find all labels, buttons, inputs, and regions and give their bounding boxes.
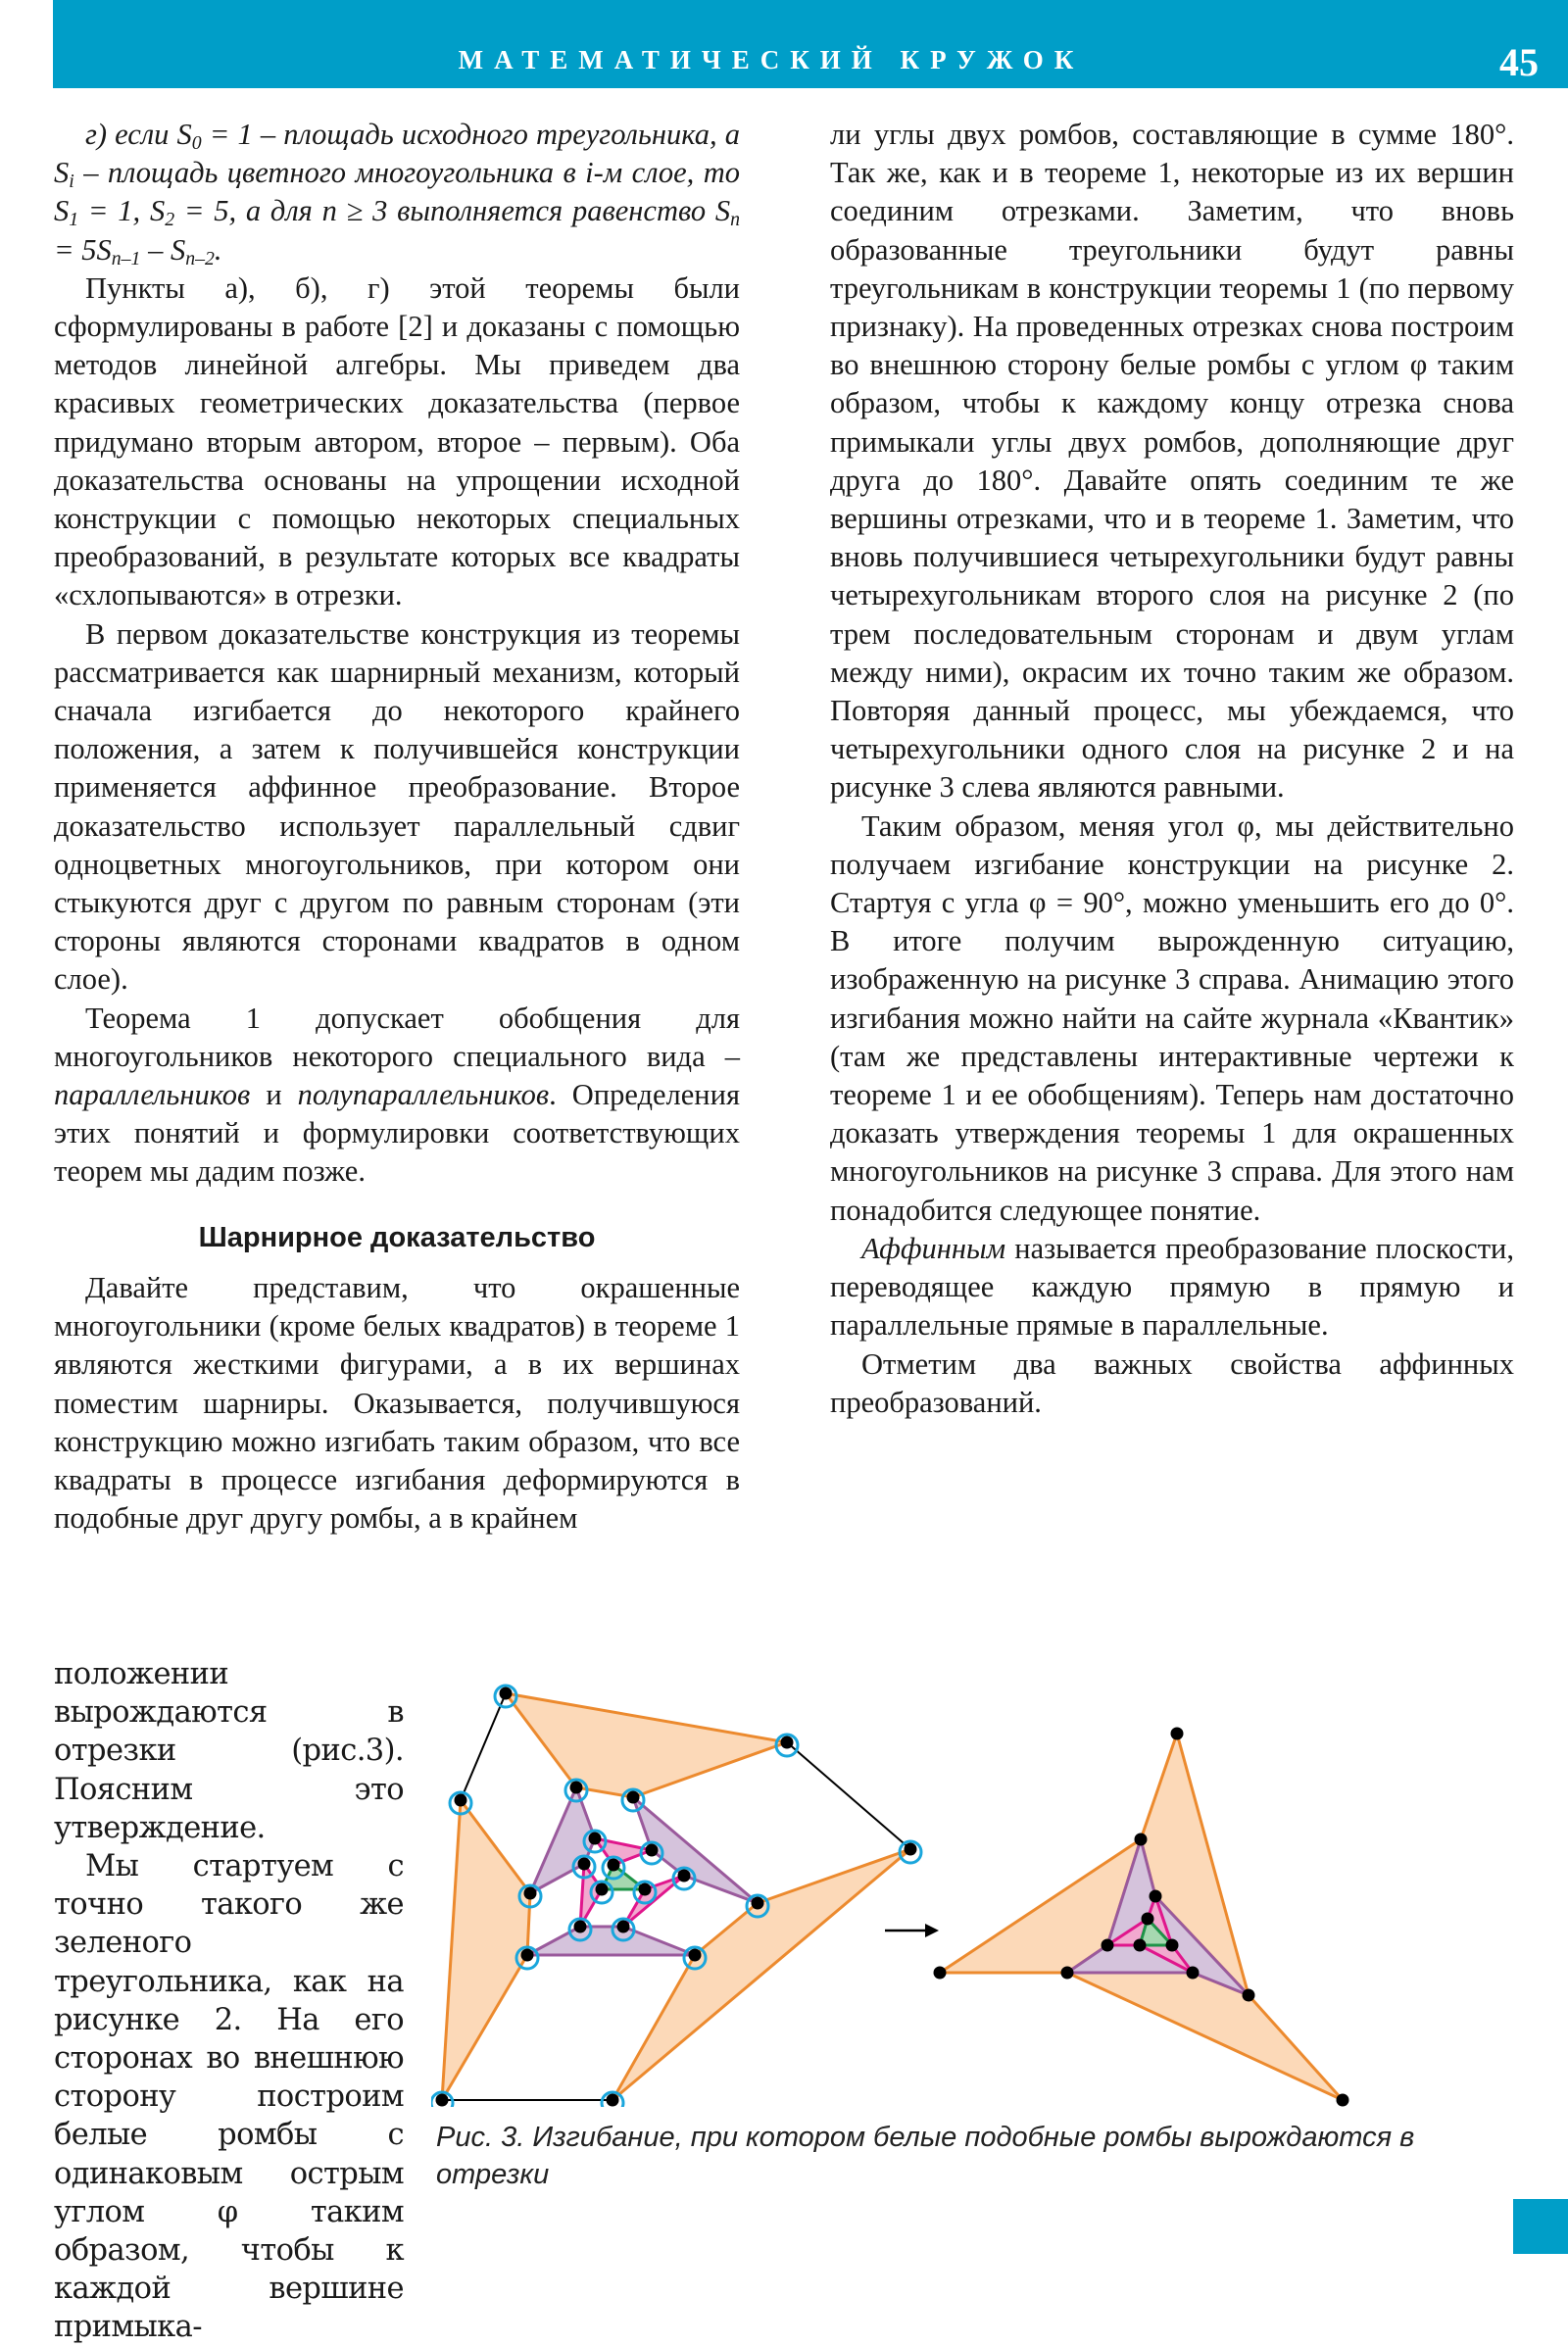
rhombus-edge xyxy=(461,1693,506,1800)
paragraph: Таким образом, меняя угол φ, мы действительно получаем изгибание конструкции на рисунке 2. Стартуя с угла φ = 90°, можно уменьшить его до 0°. В итоге получим вырожденную ситуацию, изображенную на рисунке 3 справа. Анимацию этого изгибания можно найти на сайте журнала «Квантик» (там же представлены интерактивные чертежи к теореме 1 и ее обобщениям). Теперь нам достаточно доказать утверждения теоремы 1 для окрашенных многоугольников на рисунке 3 справа. Для этого нам понадобится следующее понятие. xyxy=(830,808,1514,1227)
vertex-dot xyxy=(1142,1913,1154,1926)
vertex-dot xyxy=(934,1967,947,1980)
vertex-dot xyxy=(627,1791,640,1804)
paragraph: Теорема 1 допускает обобщения для многоугольников некоторого специального вида – параллельников и полупараллельников. Определения этих понятий и формулировки соответствующих теорем мы дадим позже. xyxy=(54,1001,740,1189)
section-title: МАТЕМАТИЧЕСКИЙ КРУЖОК xyxy=(458,45,1085,74)
vertex-dot xyxy=(689,1949,702,1962)
vertex-dot xyxy=(608,1859,620,1872)
vertex-dot xyxy=(1187,1967,1200,1980)
vertex-dot xyxy=(589,1833,602,1845)
vertex-dot xyxy=(639,1883,652,1896)
vertex-dot xyxy=(436,2094,449,2107)
running-header xyxy=(53,0,1568,88)
vertex-dot xyxy=(500,1687,513,1700)
page-corner-tab xyxy=(1513,2199,1568,2254)
orange-triangle xyxy=(1067,1973,1343,2100)
paragraph: Аффинным называется преобразование плоскости, переводящее каждую прямую в прямую и параллельные прямые в параллельные. xyxy=(830,1231,1514,1343)
theorem-item-g: г) если $S_0 = 1$ – площадь исходного треугольника, а $S_i$ – площадь цветного многоугольника в i-м слое, то $S_1 = 1$, $S_2 = 5$, а для n ≥ 3 выполняется равенство $S_n = 5S_{n-1} - S_{n-2}$. xyxy=(54,118,740,269)
vertex-dot xyxy=(1243,1989,1255,2002)
right-column xyxy=(830,116,1514,1422)
orange-quadrilateral xyxy=(506,1693,787,1797)
vertex-dot xyxy=(455,1794,467,1807)
purple-quadrilateral xyxy=(527,1927,695,1955)
vertex-dot xyxy=(521,1949,534,1962)
paragraph: В первом доказательстве конструкция из теоремы рассматривается как шарнирный механизм, который сначала изгибается до некоторого крайнего положения, а затем к получившейся конструкции применяется аффинное преобразование. Второе доказательство использует параллельный сдвиг одноцветных многоугольников, при котором они стыкуются друг с другом по равным сторонам (эти стороны являются сторонами квадратов в одном слое). xyxy=(54,616,740,997)
orange-quadrilateral xyxy=(442,1800,530,2100)
vertex-dot xyxy=(1102,1939,1114,1952)
vertex-dot xyxy=(781,1736,794,1749)
paragraph: ли углы двух ромбов, составляющие в сумме 180°. Так же, как и в теореме 1, некоторые из их вершин соединим отрезками. Заметим, что вновь образованные треугольники будут равны треугольникам в конструкции теоремы 1 (по первому признаку). На проведенных отрезках снова построим во внешнюю сторону белые ромбы с углом φ таким образом, чтобы к каждому концу отрезка снова примыкали углы двух ромбов, дополняющие друг друга до 180°. Давайте опять соединим те же вершины отрезками, что и в теореме 1. Заметим, что вновь получившиеся четырехугольники будут равны четырехугольникам второго слоя на рисунке 2 (по трем последовательным сторонам и двум углам между ними), окрасим их точно таким же образом. Повторяя данный процесс, мы убеждаемся, что четырехугольники одного слоя на рисунке 2 и на рисунке 3 слева являются равными. xyxy=(830,118,1514,805)
vertex-dot xyxy=(752,1897,764,1910)
vertex-dot xyxy=(570,1782,583,1794)
vertex-dot xyxy=(1337,2094,1349,2107)
paragraph: Давайте представим, что окрашенные многоугольники (кроме белых квадратов) в теореме 1 являются жесткими фигурами, а в их вершинах поместим шарниры. Оказывается, получившуюся конструкцию можно изгибать таким образом, что все квадраты в процессе изгибания деформируются в подобные друг другу ромбы, а в крайнем xyxy=(54,1270,740,1536)
figure-3 xyxy=(431,1666,1568,2107)
left-column xyxy=(54,116,740,1538)
vertex-dot xyxy=(617,1921,630,1933)
paragraph: Мы стартуем с точно такого же зеленого треугольника, как на рисунке 2. На его сторонах во внешнюю сторону построим белые ромбы с одинаковым острым углом φ таким образом, чтобы к каждой вершине примыка- xyxy=(54,1849,404,2345)
vertex-dot xyxy=(578,1858,591,1871)
figure-caption: Рис. 3. Изгибание, при котором белые подобные ромбы вырождаются в отрезки xyxy=(436,2122,1415,2190)
left-narrow-column xyxy=(54,1655,404,2347)
paragraph: Пункты а), б), г) этой теоремы были сформулированы в работе [2] и доказаны с помощью методов линейной алгебры. Мы приведем два красивых геометрических доказательства (первое придумано вторым автором, второе – первым). Оба доказательства основаны на упрощении исходной конструкции с помощью некоторых специальных преобразований, в результате которых все квадраты «схлопываются» в отрезки. xyxy=(54,270,740,612)
section-heading: Шарнирное доказательство xyxy=(198,1221,596,1253)
vertex-dot xyxy=(678,1870,691,1882)
vertex-dot xyxy=(1061,1967,1074,1980)
figure-3-drawing xyxy=(431,1666,1568,2107)
page-number: 45 xyxy=(1499,40,1539,84)
arrow-icon xyxy=(885,1924,939,1937)
vertex-dot xyxy=(524,1887,537,1900)
vertex-dot xyxy=(1134,1939,1147,1952)
paragraph: Отметим два важных свойства аффинных преобразований. xyxy=(830,1346,1514,1419)
vertex-dot xyxy=(607,2094,619,2107)
rhombus-edge xyxy=(787,1742,910,1849)
degenerate-construction xyxy=(934,1728,1349,2107)
vertex-dot xyxy=(1135,1834,1148,1846)
vertex-dot xyxy=(596,1883,609,1896)
paragraph: положении вырождаются в отрезки (рис.3). Поясним это утверждение. xyxy=(54,1657,404,1845)
vertex-dot xyxy=(1166,1939,1179,1952)
vertex-dot xyxy=(1150,1890,1162,1903)
vertex-dot xyxy=(574,1921,587,1933)
vertex-dot xyxy=(905,1843,917,1856)
hinged-construction xyxy=(431,1686,921,2107)
vertex-dot xyxy=(646,1844,659,1857)
vertex-dot xyxy=(1171,1728,1184,1740)
